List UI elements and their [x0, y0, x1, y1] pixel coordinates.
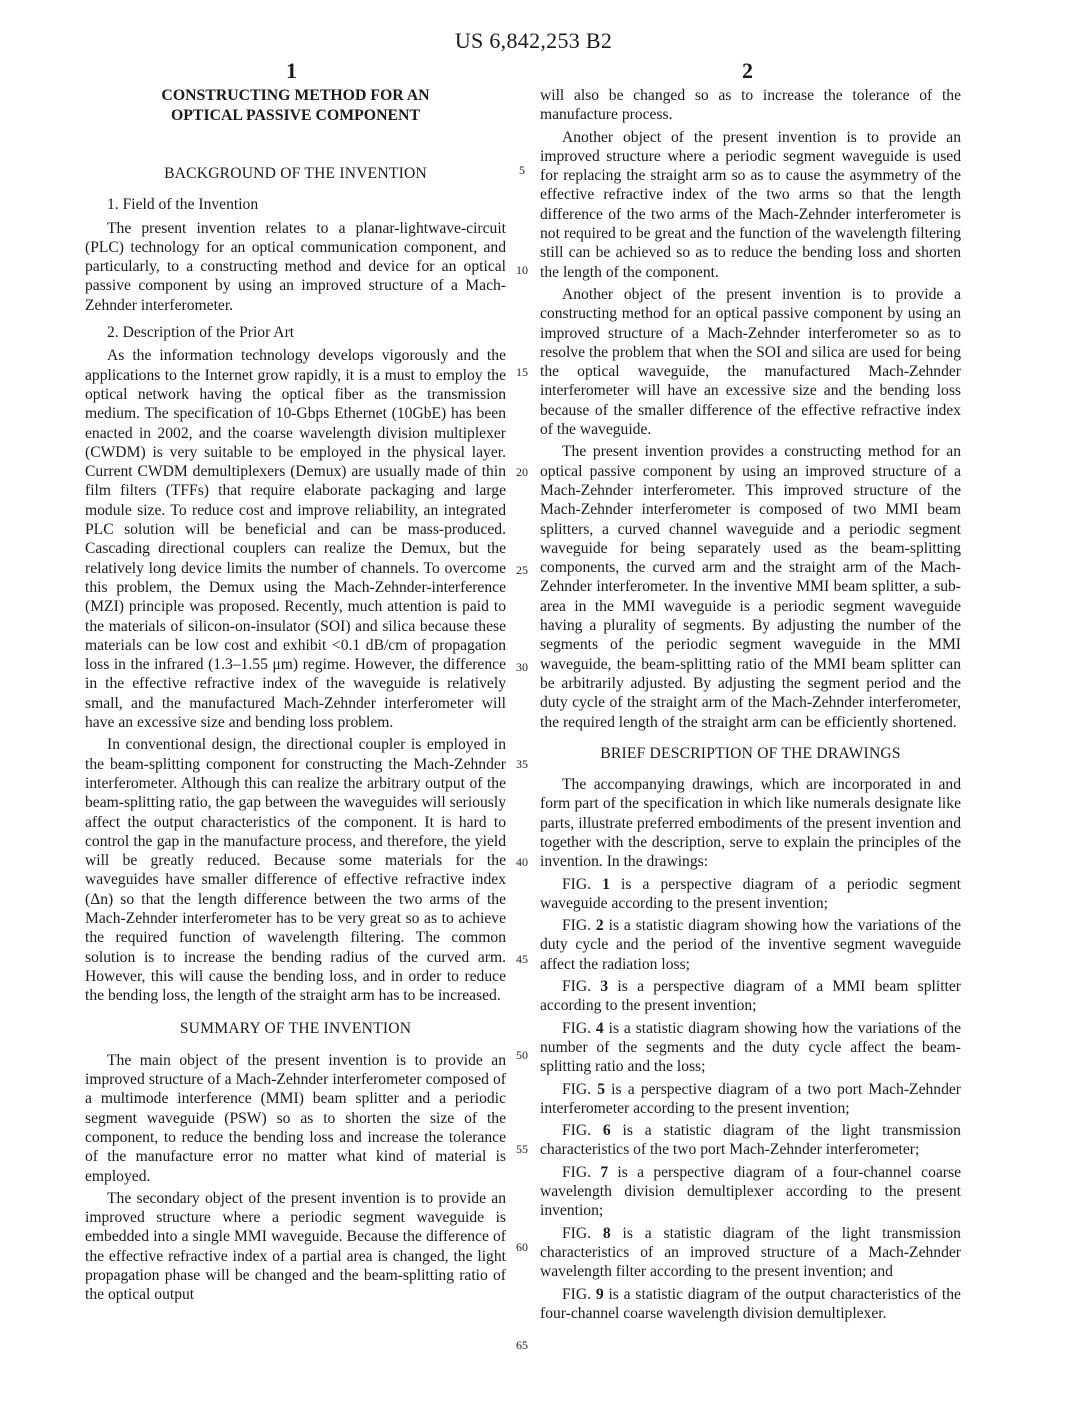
object-paragraph-2: Another object of the present invention is to provide an improved structure where a periodic segment waveguide is used for replacing the straight arm so as to cause the asymmetry of the effective refractive index of the two arms so that the length difference of the two arms of the Mach-Zehnder interferometer is not required to be great and the function of the wavelength filtering still can be achieved so as to reduce the bending loss and shorten the length of the component. — [540, 128, 961, 281]
figure-list — [540, 875, 961, 1324]
line-number: 55 — [516, 1142, 528, 1156]
figure-description — [540, 977, 961, 1016]
right-column — [540, 86, 961, 1326]
line-number: 50 — [516, 1048, 528, 1062]
column-number-left: 1 — [286, 58, 297, 83]
figure-number: 8 — [602, 1224, 611, 1242]
figure-prefix: FIG. — [562, 1163, 601, 1181]
drawings-intro: The accompanying drawings, which are incorporated in and form part of the specification in which like numerals designate like parts, illustrate preferred embodiments of the present invention and together with the description, serve to explain the principles of the invention. In the drawings: — [540, 776, 961, 871]
figure-text: is a perspective diagram of a four-channel coarse wavelength division demultiplexer according to the present invention; — [540, 1163, 961, 1220]
figure-text: is a statistic diagram of the output characteristics of the four-channel coarse wavelength division demultiplexer. — [540, 1285, 961, 1322]
document-title — [85, 86, 506, 126]
line-number: 35 — [516, 757, 528, 771]
line-number: 20 — [516, 465, 528, 479]
figure-number: 5 — [597, 1080, 605, 1098]
figure-description — [540, 1121, 961, 1160]
line-number: 5 — [519, 163, 525, 177]
line-number: 60 — [516, 1240, 528, 1254]
field-subheading: 1. Field of the Invention — [107, 196, 259, 214]
background-heading: BACKGROUND OF THE INVENTION — [164, 165, 427, 182]
figure-prefix: FIG. — [562, 978, 601, 996]
figure-prefix: FIG. — [562, 875, 603, 893]
figure-text: is a statistic diagram showing how the variations of the duty cycle and the period of the inventive segment waveguide affect the radiation loss; — [540, 917, 961, 973]
summary-heading: SUMMARY OF THE INVENTION — [179, 1020, 412, 1038]
figure-description — [540, 1285, 961, 1324]
figure-number: 3 — [600, 978, 609, 996]
figure-text: is a statistic diagram showing how the variations of the number of the segments and the duty cycle affect the beam-splitting ratio and the loss; — [540, 1019, 961, 1076]
line-number: 15 — [516, 365, 528, 379]
figure-description — [540, 1224, 961, 1282]
prior-art-paragraph-1: As the information technology develops vigorously and the applications to the Internet grow rapidly, it is a must to employ the optical network having the optical fiber as the transmission medium. The specification of 10-Gbps Ethernet (10GbE) has been enacted in 2002, and the coarse wavelength division multiplexer (CWDM) is very suitable to be employed in the physical layer. Current CWDM demultiplexers (Demux) are usually made of thin film filters (TFFs) that require elaborate packaging and large module size. To reduce cost and improve reliability, an integrated PLC solution will be beneficial and can be mass-produced. Cascading directional couplers can realize the Demux, but the relatively long device limits the number of channels. To overcome this problem, the Demux using the Mach-Zehnder-interference (MZI) principle was proposed. Recently, much attention is paid to the materials of silicon-on-insulator (SOI) and silica because these materials can be low cost and exhibit <0.1 dB/cm of propagation loss in the infrared (1.3–1.55 μm) regime. However, the difference in the effective refractive index of the waveguide is relatively small, and the manufactured Mach-Zehnder interferometer will have an excessive size and bending loss problem. — [85, 347, 506, 732]
figure-description — [540, 875, 961, 914]
patent-number: US 6,842,253 B2 — [454, 28, 613, 53]
figure-description — [540, 916, 961, 974]
figure-prefix: FIG. — [562, 1224, 603, 1242]
invention-paragraph: The present invention provides a constructing method for an optical passive component by using an improved structure of a Mach-Zehnder interferometer. This improved structure of the Mach-Zehnder interferometer is composed of two MMI beam splitters, a curved channel waveguide and a periodic segment waveguide for being separately used as the beam-splitting components, the curved arm and the straight arm of the Mach-Zehnder interferometer. In the inventive MMI beam splitter, a sub-area in the MMI waveguide is a periodic segment waveguide having a plurality of segments. By adjusting the number of the segments of the periodic segment waveguide in the MMI waveguide, the beam-splitting ratio of the MMI beam splitter can be arbitrarily adjusted. By adjusting the segment period and the duty cycle of the straight arm of the Mach-Zehnder interferometer, the required length of the straight arm can be efficiently shortened. — [540, 443, 961, 731]
line-number: 10 — [516, 263, 528, 277]
left-column — [85, 86, 506, 1308]
title-line-1: CONSTRUCTING METHOD FOR AN — [161, 87, 430, 104]
figure-text: is a statistic diagram of the light transmission characteristics of an improved structure of a Mach-Zehnder wavelength filter according to the present invention; and — [540, 1224, 961, 1281]
figure-prefix: FIG. — [562, 917, 596, 935]
figure-prefix: FIG. — [562, 1019, 596, 1037]
figure-number: 4 — [595, 1019, 604, 1037]
line-number: 25 — [516, 563, 528, 577]
figure-number: 1 — [602, 875, 610, 893]
figure-number: 6 — [602, 1122, 611, 1140]
line-number: 30 — [516, 660, 528, 674]
line-number: 45 — [516, 952, 528, 966]
line-number: 65 — [516, 1338, 528, 1352]
figure-description — [540, 1163, 961, 1221]
title-line-2: OPTICAL PASSIVE COMPONENT — [171, 107, 420, 124]
figure-description — [540, 1019, 961, 1077]
column-number-right: 2 — [742, 58, 753, 83]
line-number: 40 — [516, 855, 528, 869]
figure-prefix: FIG. — [562, 1122, 603, 1140]
object-paragraph-3: Another object of the present invention is to provide a constructing method for an optical passive component by using an improved structure of a Mach-Zehnder interferometer so as to resolve the problem that when the SOI and silica are used for being the optical waveguide, the manufactured Mach-Zehnder interferometer will have an excessive size and the bending loss because of the smaller difference of the effective refractive index of the waveguide. — [540, 285, 961, 439]
figure-prefix: FIG. — [562, 1285, 596, 1303]
figure-prefix: FIG. — [562, 1080, 598, 1098]
summary-paragraph-1: The main object of the present invention is to provide an improved structure of a Mach-Zehnder interferometer composed of a multimode interference (MMI) beam splitter and a periodic segment waveguide (PSW) so as to shorten the size of the component, to reduce the bending loss and increase the tolerance of the manufacture error no matter what kind of material is employed. — [85, 1051, 506, 1185]
figure-text: is a perspective diagram of a periodic segment waveguide according to the present invention; — [540, 875, 961, 912]
figure-number: 9 — [595, 1285, 604, 1303]
figure-text: is a perspective diagram of a MMI beam splitter according to the present invention; — [540, 978, 961, 1015]
prior-art-paragraph-2: In conventional design, the directional coupler is employed in the beam-splitting component for constructing the Mach-Zehnder interferometer. Although this can realize the arbitrary output of the beam-splitting ratio, the gap between the waveguides will seriously affect the output characteristics of the component. It is hard to control the gap in the manufacture process, and therefore, the yield will be greatly reduced. Because some materials for the waveguides have smaller difference of effective refractive index (Δn) so that the length difference between the two arms of the Mach-Zehnder interferometer has to be very great so as to achieve the required function of wavelength filtering. The common solution is to increase the bending radius of the curved arm. However, this will cause the bending loss, and in order to reduce the bending loss, the length of the straight arm has to be increased. — [85, 736, 506, 1005]
figure-text: is a statistic diagram of the light transmission characteristics of the two port Mach-Zehnder interferometer; — [540, 1122, 961, 1159]
figure-number: 2 — [595, 917, 604, 935]
prior-art-subheading: 2. Description of the Prior Art — [107, 324, 295, 342]
drawings-heading: BRIEF DESCRIPTION OF THE DRAWINGS — [600, 744, 901, 762]
figure-description — [540, 1080, 961, 1119]
continued-paragraph: will also be changed so as to increase the tolerance of the manufacture process. — [540, 87, 961, 124]
summary-paragraph-2: The secondary object of the present invention is to provide an improved structure where a periodic segment waveguide is embedded into a single MMI waveguide. Because the difference of the effective refractive index of a partial area is changed, the light propagation phase will be changed and the beam-splitting ratio of the optical output — [85, 1189, 506, 1304]
figure-number: 7 — [600, 1163, 609, 1181]
field-paragraph: The present invention relates to a planar-lightwave-circuit (PLC) technology for an optical communication component, and particularly, to a constructing method and device for an optical passive component by using an improved structure of a Mach-Zehnder interferometer. — [85, 219, 506, 314]
figure-text: is a perspective diagram of a two port Mach-Zehnder interferometer according to the present invention; — [540, 1080, 961, 1117]
